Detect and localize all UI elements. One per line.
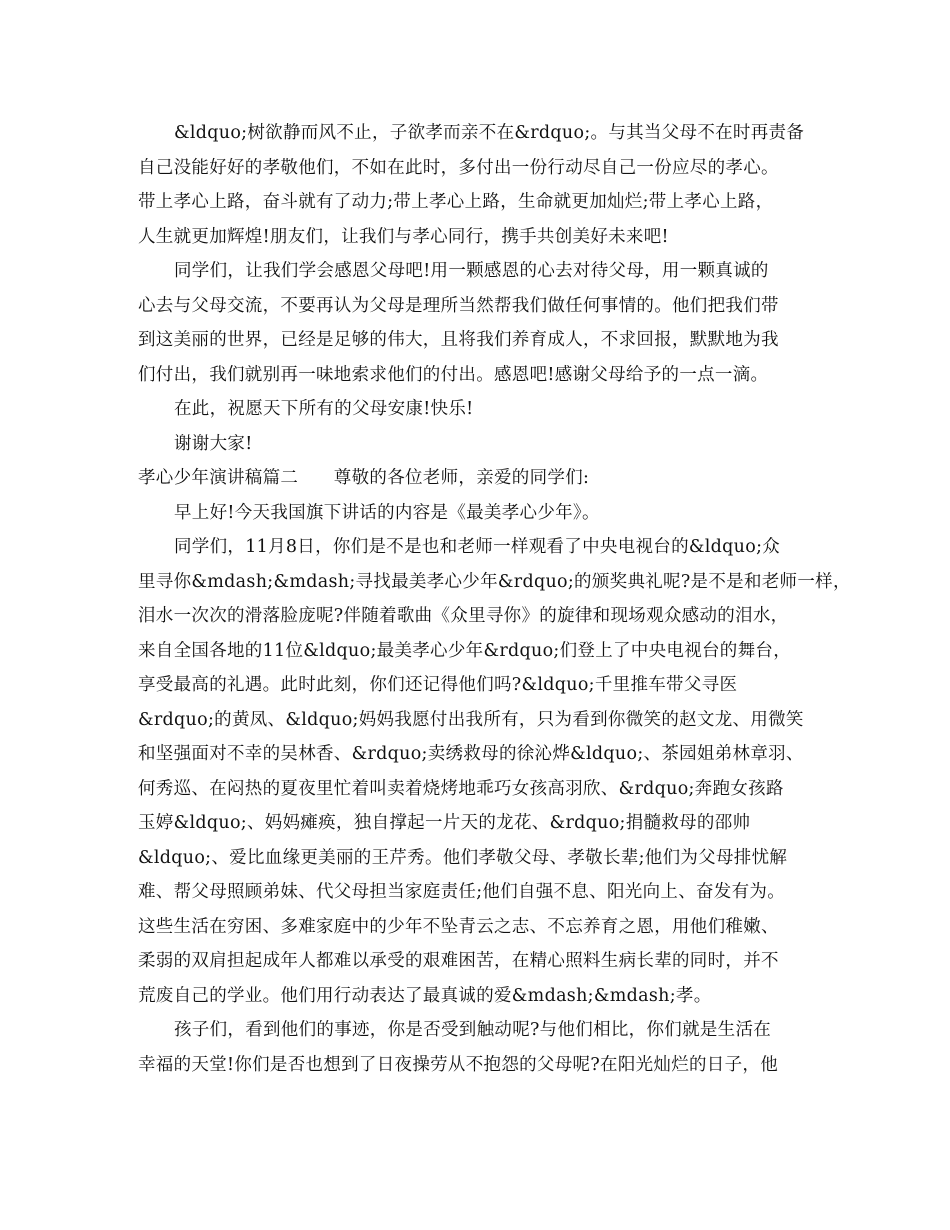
text-line: 里寻你&mdash;&mdash;寻找最美孝心少年&rdquo;的颁奖典礼呢?是不是和老师一样，	[138, 571, 851, 592]
text-line: &ldquo;树欲静而风不止，子欲孝而亲不在&rdquo;。与其当父母不在时再责备	[174, 123, 805, 143]
text-line: 这些生活在穷困、多难家庭中的少年不坠青云之志、不忘养育之恩，用他们稚嫩、	[138, 916, 779, 937]
text-line: 来自全国各地的11位&ldquo;最美孝心少年&rdquo;们登上了中央电视台的舞台，	[138, 640, 791, 661]
text-line: 和坚强面对不幸的吴林香、&rdquo;卖绣救母的徐沁烨&ldquo;、茶园姐弟林章羽、	[138, 744, 804, 764]
text-line: 带上孝心上路，奋斗就有了动力;带上孝心上路，生命就更加灿烂;带上孝心上路，	[138, 192, 774, 212]
text-line: 孝心少年演讲稿篇二 尊敬的各位老师，亲爱的同学们:	[138, 468, 590, 488]
body-text	[138, 116, 851, 1082]
text-line: 享受最高的礼遇。此时此刻，你们还记得他们吗?&ldquo;千里推车带父寻医	[138, 675, 738, 695]
text-line: 难、帮父母照顾弟妹、代父母担当家庭责任;他们自强不息、阳光向上、奋发有为。	[138, 882, 785, 902]
text-line: 何秀巡、在闷热的夏夜里忙着叫卖着烧烤地乖巧女孩高羽欣、&rdquo;奔跑女孩路	[138, 778, 784, 799]
text-line: 同学们，让我们学会感恩父母吧!用一颗感恩的心去对待父母，用一颗真诚的	[174, 261, 769, 281]
text-line: 同学们，11月8日，你们是不是也和老师一样观看了中央电视台的&ldquo;众	[174, 537, 781, 557]
text-line: 在此，祝愿天下所有的父母安康!快乐!	[174, 399, 474, 419]
text-line: 到这美丽的世界，已经是足够的伟大，且将我们养育成人，不求回报，默默地为我	[138, 330, 779, 350]
text-line: 幸福的天堂!你们是否也想到了日夜操劳从不抱怨的父母呢?在阳光灿烂的日子，他	[138, 1054, 779, 1075]
text-line: 们付出，我们就别再一味地索求他们的付出。感恩吧!感谢父母给予的一点一滴。	[138, 364, 769, 385]
text-line: 早上好!今天我国旗下讲话的内容是《最美孝心少年》。	[174, 502, 600, 523]
text-line: 谢谢大家!	[174, 433, 253, 454]
text-line: 心去与父母交流，不要再认为父母是理所当然帮我们做任何事情的。他们把我们带	[138, 295, 779, 316]
text-line: 人生就更加辉煌!朋友们，让我们与孝心同行，携手共创美好未来吧!	[138, 226, 669, 247]
text-line: 玉婷&ldquo;、妈妈瘫痪，独自撑起一片天的龙花、&rdquo;捐髓救母的邵帅	[138, 813, 751, 833]
text-line: 柔弱的双肩担起成年人都难以承受的艰难困苦，在精心照料生病长辈的同时，并不	[138, 951, 779, 971]
text-line: &ldquo;、爱比血缘更美丽的王芹秀。他们孝敬父母、孝敬长辈;他们为父母排忧解	[138, 847, 788, 868]
text-line: 自己没能好好的孝敬他们，不如在此时，多付出一份行动尽自己一份应尽的孝心。	[138, 157, 779, 178]
text-line: 孩子们，看到他们的事迹，你是否受到触动呢?与他们相比，你们就是生活在	[174, 1020, 772, 1040]
text-line: &rdquo;的黄凤、&ldquo;妈妈我愿付出我所有，只为看到你微笑的赵文龙、用微笑	[138, 709, 804, 730]
text-line: 泪水一次次的滑落脸庞呢?伴随着歌曲《众里寻你》的旋律和现场观众感动的泪水，	[138, 606, 789, 626]
text-line: 荒废自己的学业。他们用行动表达了最真诚的爱&mdash;&mdash;孝。	[138, 985, 712, 1006]
